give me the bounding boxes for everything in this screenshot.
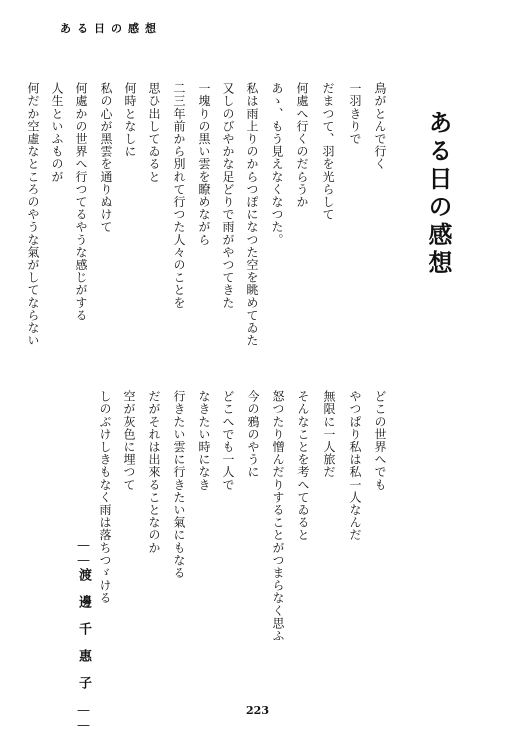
poem-line-upper-12: 私の心が黑雲を通りぬけて	[99, 82, 113, 234]
poem-line-upper-15: 何だか空虛なところのやうな氣がしてならない	[26, 82, 40, 347]
poem-line-lower-5: 怒つたり憎んだりすることがつまらなく思ふ	[271, 390, 285, 642]
poem-line-upper-11: 何時となしに	[123, 82, 137, 158]
poem-line-upper-2: 一羽きりで	[348, 82, 362, 145]
poem-line-lower-8: なきたい時になき	[197, 390, 211, 491]
poem-line-upper-8: 一塊りの黒い雲を瞭めながら	[197, 82, 211, 246]
poem-line-upper-10: 思ひ出してゐると	[147, 82, 161, 183]
author-dash-before: ——	[76, 538, 91, 568]
poem-line-lower-9: 行きたい雲に行きたい氣にもなる	[172, 390, 186, 579]
poem-line-lower-12: しのぶけしきもなく雨は落ちつゞける	[98, 390, 112, 605]
poem-line-lower-3: 無限に一人旅だ	[322, 390, 336, 479]
poem-line-lower-7: どこへでも一人で	[221, 390, 235, 491]
poem-line-lower-1: どこの世界へでも	[373, 390, 387, 491]
poem-line-upper-5: あゝ、もう見えなくなつた。	[270, 82, 284, 246]
poem-line-upper-7: 又しのびやかな足どりで雨がやつてきた	[221, 82, 235, 309]
poem-line-upper-13: 何處かの世界へ行つてるやうな感じがする	[74, 82, 88, 322]
poem-line-lower-6: 今の鴉のやうに	[246, 390, 260, 479]
author-name: 渡邊千惠子	[76, 568, 91, 703]
poem-line-lower-4: そんなことを考へてゐると	[296, 390, 310, 542]
running-head: ある日の感想	[60, 22, 162, 35]
poem-line-lower-2: やつぱり私は私一人なんだ	[348, 390, 362, 542]
poem-line-upper-9: 二三年前から別れて行つた人々のことを	[172, 82, 186, 309]
poem-line-upper-4: 何處へ行くのだらうか	[295, 82, 309, 208]
poem-line-upper-14: 人生といふものが	[50, 82, 64, 183]
poem-title: ある日の感想	[424, 110, 453, 278]
poem-line-upper-3: だまつて、羽を光らして	[321, 82, 335, 221]
poem-line-lower-11: 空が灰色に埋つて	[122, 390, 136, 491]
poem-line-lower-10: だがそれは出來ることなのか	[147, 390, 161, 554]
poem-line-upper-6: 私は雨上りのからつぽになつた空を眺めてゐた	[245, 82, 259, 347]
poem-line-upper-1: 鳥がとんで行く	[373, 82, 387, 171]
page-number: 223	[246, 704, 269, 717]
author-dash-after: ——	[76, 703, 91, 733]
